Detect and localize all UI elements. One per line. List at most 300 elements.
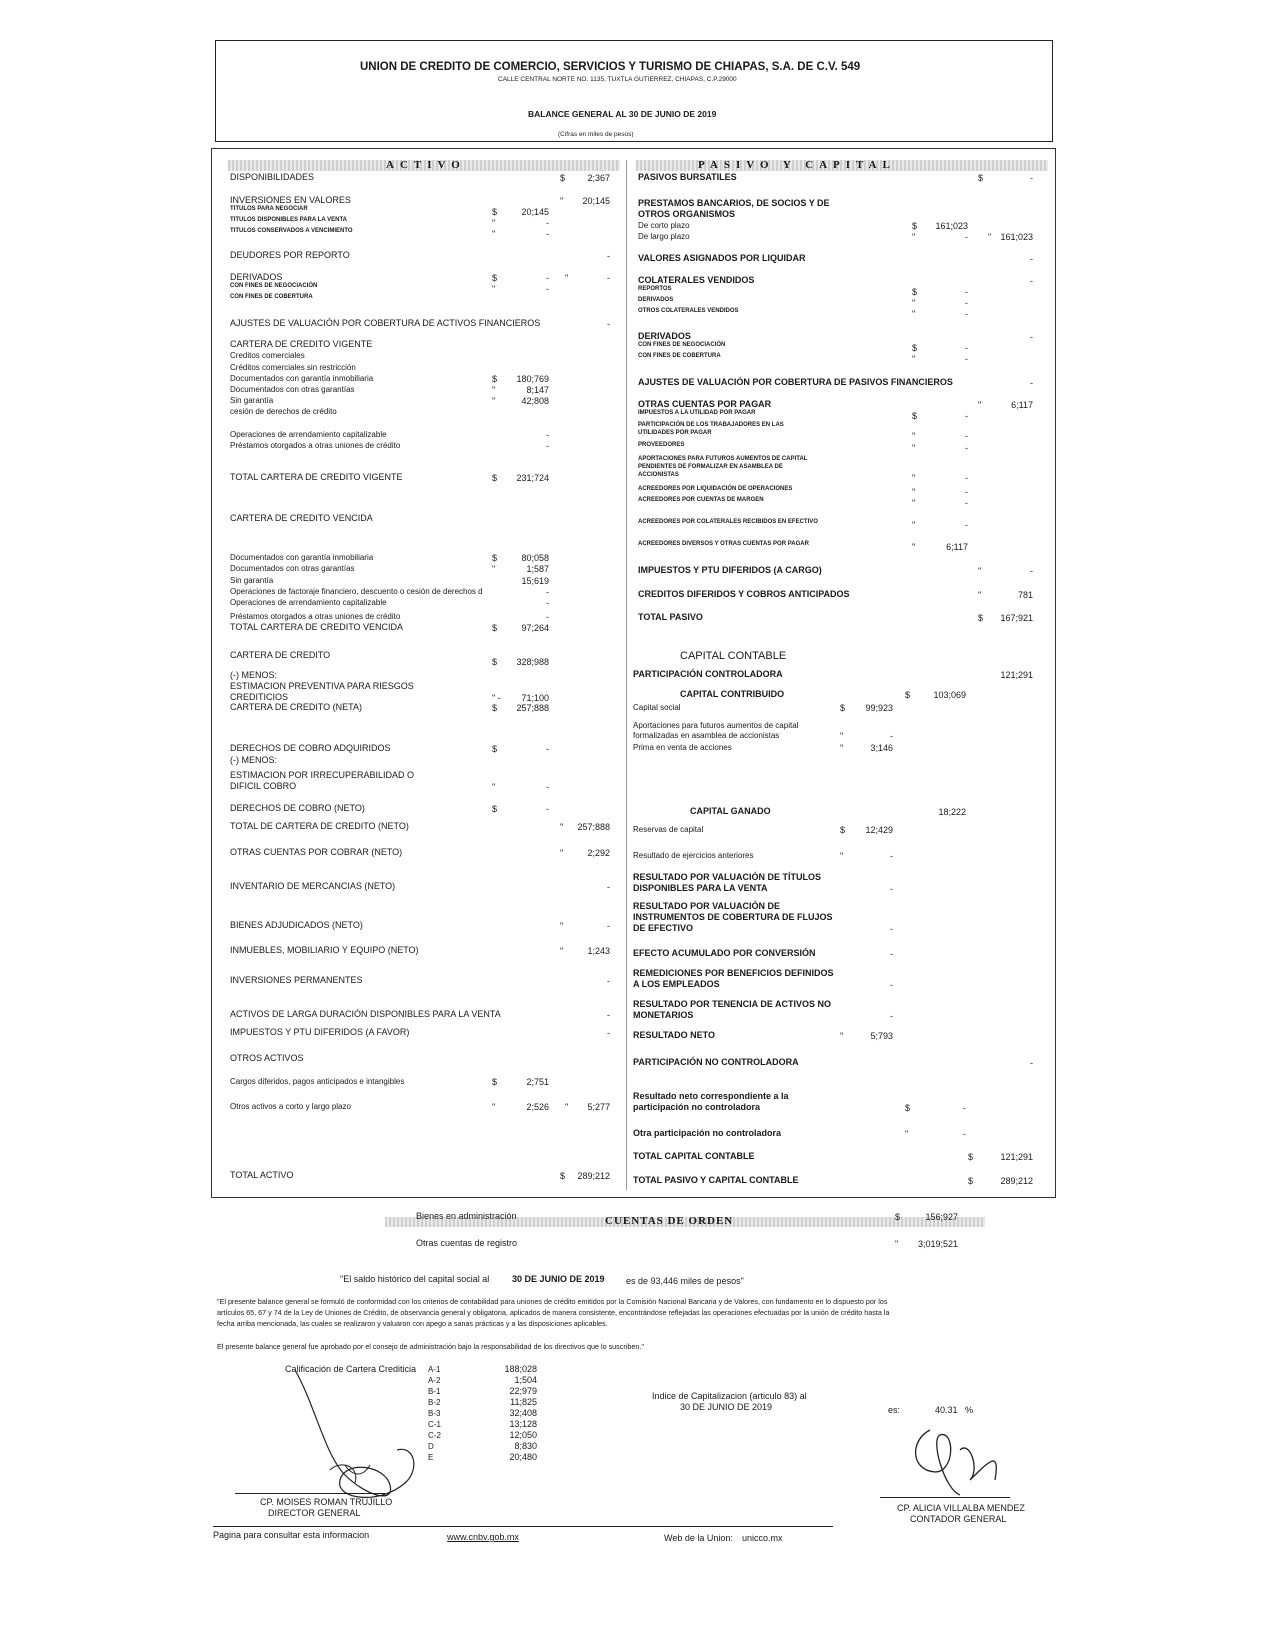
pasivo-row-label: ACCIONISTAS bbox=[638, 472, 679, 478]
pasivo-currency: " bbox=[912, 542, 916, 552]
capital-row-label: Capital social bbox=[633, 703, 681, 712]
activo-row-label: DISPONIBILIDADES bbox=[230, 172, 315, 182]
activo-row-label: BIENES ADJUDICADOS (NETO) bbox=[230, 920, 363, 930]
activo-row-label: CARTERA DE CREDITO VIGENTE bbox=[230, 339, 373, 349]
capital-currency: " bbox=[840, 731, 844, 741]
activo-heading: ACTIVO bbox=[386, 159, 466, 171]
pasivo-row-label: OTROS COLATERALES VENDIDOS bbox=[638, 308, 739, 314]
capital-currency: " bbox=[840, 1031, 844, 1041]
capital-row-label: EFECTO ACUMULADO POR CONVERSIÓN bbox=[633, 948, 816, 958]
capital-row-label: PARTICIPACIÓN CONTROLADORA bbox=[633, 669, 783, 679]
capital-row-label: CAPITAL GANADO bbox=[690, 806, 771, 816]
right-signer-title: CONTADOR GENERAL bbox=[910, 1514, 1007, 1524]
capital-row-label: TOTAL PASIVO Y CAPITAL CONTABLE bbox=[633, 1175, 799, 1185]
activo-amount: 2;751 bbox=[526, 1077, 549, 1087]
calificacion-grade: D bbox=[428, 1442, 434, 1451]
activo-row-label: Cargos diferidos, pagos anticipados e intangibles bbox=[230, 1077, 405, 1086]
capital-currency: $ bbox=[968, 1152, 974, 1162]
pasivo-currency: " bbox=[912, 298, 916, 308]
pasivo-currency: $ bbox=[912, 287, 918, 297]
capital-total: 121;291 bbox=[1000, 1152, 1033, 1162]
cuentas-amount: 3;019;521 bbox=[917, 1239, 958, 1249]
calificacion-value: 20;480 bbox=[509, 1452, 537, 1462]
activo-currency: " bbox=[560, 921, 564, 931]
capital-subtotal: 18;222 bbox=[938, 807, 966, 817]
calificacion-grade: C-2 bbox=[428, 1431, 441, 1440]
activo-total: - bbox=[607, 251, 610, 261]
footer-web-link[interactable]: unicco.mx bbox=[742, 1533, 783, 1543]
pasivo-currency: " bbox=[912, 431, 916, 441]
activo-row-label: CARTERA DE CREDITO bbox=[230, 650, 331, 660]
capital-amount: 3;146 bbox=[870, 743, 893, 753]
capital-row-label: RESULTADO POR TENENCIA DE ACTIVOS NO bbox=[633, 999, 832, 1009]
activo-currency: " bbox=[560, 946, 564, 956]
activo-row-label: Documentados con garantía inmobiliaria bbox=[230, 374, 374, 383]
capital-row-label: CAPITAL CONTRIBUIDO bbox=[680, 689, 785, 699]
activo-total: 2;292 bbox=[587, 848, 610, 858]
activo-currency: " bbox=[492, 229, 496, 239]
activo-amount: 231;724 bbox=[516, 473, 549, 483]
units-note: (Cifras en miles de pesos) bbox=[558, 131, 634, 138]
activo-amount: 20;145 bbox=[521, 207, 549, 217]
indice-line-1: Indice de Capitalizacion (articulo 83) al bbox=[652, 1391, 807, 1401]
capital-row-label: Aportaciones para futuros aumentos de capital bbox=[633, 721, 799, 730]
pasivo-row-label: IMPUESTOS A LA UTILIDAD POR PAGAR bbox=[638, 410, 756, 416]
activo-row-label: DEUDORES POR REPORTO bbox=[230, 250, 350, 260]
pasivo-amount: - bbox=[965, 309, 968, 319]
capital-row-label: participación no controladora bbox=[633, 1102, 761, 1112]
pasivo-row-label: ACREEDORES POR COLATERALES RECIBIDOS EN EFECTIVO bbox=[638, 519, 818, 525]
activo-row-label: Documentados con garantía inmobiliaria bbox=[230, 553, 374, 562]
pasivo-currency: $ bbox=[978, 613, 984, 623]
activo-currency: $ bbox=[492, 1077, 498, 1087]
activo-currency: " bbox=[492, 385, 496, 395]
capital-subtotal: - bbox=[963, 1129, 966, 1139]
activo-row-label: TITULOS DISPONIBLES PARA LA VENTA bbox=[230, 217, 348, 223]
activo-row-label: DIFICIL COBRO bbox=[230, 781, 297, 791]
capital-subtotal: - bbox=[963, 1103, 966, 1113]
activo-currency: " bbox=[492, 782, 496, 792]
cuentas-label: Otras cuentas de registro bbox=[416, 1238, 518, 1248]
activo-row-label: DERIVADOS bbox=[230, 272, 283, 282]
activo-currency: " bbox=[492, 284, 496, 294]
pasivo-currency: $ bbox=[912, 343, 918, 353]
pasivo-row-label: TOTAL PASIVO bbox=[638, 612, 703, 622]
calificacion-value: 8;830 bbox=[514, 1441, 537, 1451]
activo-row-label: TOTAL CARTERA DE CREDITO VIGENTE bbox=[230, 472, 403, 482]
pasivo-amount: - bbox=[965, 487, 968, 497]
pasivo-currency: $ bbox=[912, 221, 918, 231]
activo-row-label: DERECHOS DE COBRO ADQUIRIDOS bbox=[230, 743, 391, 753]
footer-consult: Pagina para consultar esta informacion bbox=[213, 1530, 370, 1540]
pasivo-amount: 161;023 bbox=[935, 221, 968, 231]
capital-total: - bbox=[1030, 1058, 1033, 1068]
saldo-date: 30 DE JUNIO DE 2019 bbox=[512, 1274, 605, 1284]
capital-amount: 99;923 bbox=[865, 703, 893, 713]
calificacion-value: 188;028 bbox=[504, 1364, 537, 1374]
pasivo-currency: " bbox=[978, 590, 982, 600]
activo-currency: $ bbox=[560, 1171, 566, 1181]
indice-es: es: bbox=[888, 1405, 901, 1415]
indice-value: 40.31 bbox=[935, 1405, 958, 1415]
activo-amount: - bbox=[546, 612, 549, 622]
capital-total: 121;291 bbox=[1000, 670, 1033, 680]
pasivo-amount: - bbox=[965, 520, 968, 530]
calificacion-grade: A-1 bbox=[428, 1365, 441, 1374]
activo-row-label: ESTIMACION POR IRRECUPERABILIDAD O bbox=[230, 770, 415, 780]
capital-row-label: Resultado neto correspondiente a la bbox=[633, 1091, 789, 1101]
cuentas-amount: 156;927 bbox=[925, 1212, 958, 1222]
pasivo-currency: " bbox=[912, 354, 916, 364]
activo-currency: $ bbox=[492, 657, 498, 667]
capital-amount: 5;793 bbox=[870, 1031, 893, 1041]
calificacion-value: 32;408 bbox=[509, 1408, 537, 1418]
calificacion-grade: E bbox=[428, 1453, 434, 1462]
activo-total: - bbox=[607, 882, 610, 892]
pasivo-amount: 6;117 bbox=[946, 542, 968, 552]
pasivo-band bbox=[636, 160, 1048, 171]
activo-amount: 2;526 bbox=[526, 1102, 549, 1112]
activo-row-label: Documentados con otras garantías bbox=[230, 564, 355, 573]
activo-total: 1;243 bbox=[587, 946, 610, 956]
left-signature-line bbox=[235, 1493, 385, 1494]
cuentas-label: Bienes en administración bbox=[416, 1211, 517, 1221]
note-line-1: "El presente balance general se formuló de conformidad con los criterios de contabilidad para uniones de crédito emitidos por la Comisión Nacional Bancaria y de Valores, con fundamento en lo dispuesto por los bbox=[217, 1297, 888, 1306]
capital-row-label: RESULTADO POR VALUACIÓN DE bbox=[633, 901, 781, 911]
pasivo-row-label: CON FINES DE NEGOCIACIÓN bbox=[638, 342, 726, 348]
activo-row-label: AJUSTES DE VALUACIÓN POR COBERTURA DE ACTIVOS FINANCIEROS bbox=[230, 318, 541, 328]
activo-row-label: TITULOS CONSERVADOS A VENCIMIENTO bbox=[230, 228, 353, 234]
capital-row-label: A LOS EMPLEADOS bbox=[633, 979, 720, 989]
activo-row-label: TOTAL ACTIVO bbox=[230, 1170, 294, 1180]
pasivo-currency: " bbox=[912, 232, 916, 242]
pasivo-amount: - bbox=[965, 343, 968, 353]
pasivo-amount: - bbox=[965, 431, 968, 441]
activo-currency: $ bbox=[560, 173, 566, 183]
pasivo-total: 167;921 bbox=[1000, 613, 1033, 623]
activo-amount: - bbox=[546, 782, 549, 792]
activo-currency: $ bbox=[492, 623, 498, 633]
capital-currency: " bbox=[840, 851, 844, 861]
activo-row-label: (-) MENOS: bbox=[230, 755, 277, 765]
activo-amount: 97;264 bbox=[521, 623, 549, 633]
capital-subtotal: 103;069 bbox=[933, 690, 966, 700]
activo-currency: $ bbox=[492, 273, 498, 283]
activo-total: - bbox=[607, 319, 610, 329]
calificacion-grade: B-3 bbox=[428, 1409, 441, 1418]
activo-row-label: Préstamos otorgados a otras uniones de crédito bbox=[230, 612, 401, 621]
activo-amount: - bbox=[546, 587, 549, 597]
capital-currency: " bbox=[905, 1129, 909, 1139]
activo-currency: $ bbox=[492, 207, 498, 217]
activo-row-label: TITULOS PARA NEGOCIAR bbox=[230, 206, 308, 212]
activo-row-label: TOTAL DE CARTERA DE CREDITO (NETO) bbox=[230, 821, 409, 831]
activo-currency: $ bbox=[492, 703, 498, 713]
pasivo-currency: " bbox=[988, 232, 992, 242]
pasivo-row-label: OTROS ORGANISMOS bbox=[638, 209, 736, 219]
capital-currency: " bbox=[840, 743, 844, 753]
capital-row-label: REMEDICIONES POR BENEFICIOS DEFINIDOS bbox=[633, 968, 834, 978]
cuentas-currency: " bbox=[895, 1239, 899, 1249]
activo-row-label: CREDITICIOS bbox=[230, 692, 289, 702]
capital-currency: $ bbox=[968, 1176, 974, 1186]
pasivo-currency: " bbox=[912, 309, 916, 319]
calificacion-value: 22;979 bbox=[509, 1386, 537, 1396]
calificacion-grade: B-1 bbox=[428, 1387, 441, 1396]
pasivo-total: - bbox=[1030, 254, 1033, 264]
pasivo-total: 6;117 bbox=[1011, 400, 1033, 410]
pasivo-total: - bbox=[1030, 173, 1033, 183]
activo-currency: $ bbox=[492, 553, 498, 563]
activo-row-label: IMPUESTOS Y PTU DIFERIDOS (A FAVOR) bbox=[230, 1027, 410, 1037]
activo-amount: - bbox=[546, 284, 549, 294]
pasivo-heading: PASIVO Y CAPITAL bbox=[698, 159, 896, 171]
pasivo-row-label: PROVEEDORES bbox=[638, 442, 685, 448]
pasivo-row-label: IMPUESTOS Y PTU DIFERIDOS (A CARGO) bbox=[638, 565, 822, 575]
capital-row-label: PARTICIPACIÓN NO CONTROLADORA bbox=[633, 1057, 799, 1067]
capital-amount: - bbox=[890, 851, 893, 861]
capital-row-label: DE EFECTIVO bbox=[633, 923, 694, 933]
activo-total: 2;367 bbox=[587, 173, 610, 183]
activo-total: 257;888 bbox=[577, 822, 610, 832]
pasivo-row-label: ACREEDORES POR LIQUIDACIÓN DE OPERACIONES bbox=[638, 486, 793, 492]
pasivo-row-label: AJUSTES DE VALUACIÓN POR COBERTURA DE PASIVOS FINANCIEROS bbox=[638, 377, 953, 387]
activo-currency: " - bbox=[492, 693, 501, 703]
pasivo-currency: " bbox=[912, 520, 916, 530]
pasivo-row-label: De corto plazo bbox=[638, 221, 690, 230]
activo-row-label: INVENTARIO DE MERCANCIAS (NETO) bbox=[230, 881, 396, 891]
activo-amount: - bbox=[546, 273, 549, 283]
capital-row-label: INSTRUMENTOS DE COBERTURA DE FLUJOS bbox=[633, 912, 833, 922]
capital-currency: $ bbox=[905, 1103, 911, 1113]
activo-total: - bbox=[607, 1010, 610, 1020]
activo-total: 289;212 bbox=[577, 1171, 610, 1181]
activo-row-label: OTRAS CUENTAS POR COBRAR (NETO) bbox=[230, 847, 403, 857]
pasivo-total: 161;023 bbox=[1000, 232, 1033, 242]
capital-contable-title: CAPITAL CONTABLE bbox=[680, 650, 787, 662]
activo-amount: 328;988 bbox=[516, 657, 549, 667]
pasivo-currency: " bbox=[978, 400, 982, 410]
activo-currency: " bbox=[492, 396, 496, 406]
activo-row-label: CARTERA DE CREDITO (NETA) bbox=[230, 702, 363, 712]
capital-row-label: formalizadas en asamblea de accionistas bbox=[633, 731, 780, 740]
activo-row-label: CARTERA DE CREDITO VENCIDA bbox=[230, 513, 373, 523]
capital-amount: - bbox=[890, 731, 893, 741]
pasivo-currency: " bbox=[912, 498, 916, 508]
activo-amount: 8;147 bbox=[526, 385, 549, 395]
calificacion-value: 11;825 bbox=[510, 1397, 537, 1407]
activo-row-label: ACTIVOS DE LARGA DURACIÓN DISPONIBLES PARA LA VENTA bbox=[230, 1009, 501, 1019]
activo-row-label: (-) MENOS: bbox=[230, 670, 277, 680]
activo-row-label: cesión de derechos de crédito bbox=[230, 407, 337, 416]
company-name: UNION DE CREDITO DE COMERCIO, SERVICIOS Y TURISMO DE CHIAPAS, S.A. DE C.V. 549 bbox=[360, 61, 861, 73]
activo-row-label: Otros activos a corto y largo plazo bbox=[230, 1102, 351, 1111]
calificacion-value: 12;050 bbox=[509, 1430, 537, 1440]
capital-amount: - bbox=[890, 1011, 893, 1021]
report-title: BALANCE GENERAL AL 30 DE JUNIO DE 2019 bbox=[528, 109, 717, 119]
calificacion-value: 13;128 bbox=[509, 1419, 537, 1429]
capital-currency: $ bbox=[840, 703, 846, 713]
activo-amount: - bbox=[546, 430, 549, 440]
capital-row-label: RESULTADO NETO bbox=[633, 1030, 716, 1040]
activo-row-label: Operaciones de factoraje financiero, descuento o cesión de derechos d bbox=[230, 587, 483, 596]
note-line-3: fecha arriba mencionada, las cuales se realizaron y valuaron con apego a sanas prácticas y a las disposiciones aplicables. bbox=[217, 1319, 608, 1328]
pasivo-currency: " bbox=[978, 566, 982, 576]
activo-currency: $ bbox=[492, 473, 498, 483]
indice-line-2: 30 DE JUNIO DE 2019 bbox=[680, 1402, 773, 1412]
activo-amount: - bbox=[546, 229, 549, 239]
activo-row-label: TOTAL CARTERA DE CREDITO VENCIDA bbox=[230, 622, 404, 632]
capital-amount: - bbox=[890, 980, 893, 990]
activo-row-label: Préstamos otorgados a otras uniones de crédito bbox=[230, 441, 401, 450]
capital-amount: - bbox=[890, 884, 893, 894]
note-line-2: artículos 65, 67 y 74 de la Ley de Uniones de Crédito, de observancia general y obligatoria, aplicados de manera consistente, encontrándose reflejadas las operaciones efectuadas por la unión de crédito hasta la bbox=[217, 1308, 890, 1317]
pasivo-amount: - bbox=[965, 473, 968, 483]
pasivo-total: - bbox=[1030, 378, 1033, 388]
pasivo-amount: - bbox=[965, 232, 968, 242]
capital-row-label: Resultado de ejercicios anteriores bbox=[633, 851, 754, 860]
activo-amount: - bbox=[546, 744, 549, 754]
column-divider bbox=[626, 160, 627, 1190]
activo-row-label: Creditos comerciales bbox=[230, 351, 305, 360]
calificacion-grade: A-2 bbox=[428, 1376, 441, 1385]
footer-cnbv-link[interactable]: www.cnbv.gob.mx bbox=[447, 1532, 519, 1542]
cuentas-heading: CUENTAS DE ORDEN bbox=[605, 1215, 734, 1227]
pasivo-total: - bbox=[1030, 332, 1033, 342]
activo-amount: 1;587 bbox=[526, 564, 549, 574]
activo-total: - bbox=[607, 976, 610, 986]
footer-rule bbox=[213, 1526, 833, 1527]
activo-row-label: OTROS ACTIVOS bbox=[230, 1053, 304, 1063]
pasivo-amount: - bbox=[965, 443, 968, 453]
capital-row-label: Reservas de capital bbox=[633, 825, 704, 834]
pasivo-amount: - bbox=[965, 411, 968, 421]
activo-currency: $ bbox=[492, 374, 498, 384]
activo-currency: " bbox=[560, 196, 564, 206]
left-signer-name: CP. MOISES ROMAN TRUJILLO bbox=[260, 1497, 393, 1507]
pasivo-row-label: COLATERALES VENDIDOS bbox=[638, 275, 755, 285]
pasivo-row-label: ACREEDORES DIVERSOS Y OTRAS CUENTAS POR PAGAR bbox=[638, 541, 809, 547]
capital-row-label: TOTAL CAPITAL CONTABLE bbox=[633, 1151, 755, 1161]
calificacion-value: 1;504 bbox=[514, 1375, 537, 1385]
pasivo-row-label: VALORES ASIGNADOS POR LIQUIDAR bbox=[638, 253, 806, 263]
activo-currency: " bbox=[492, 218, 496, 228]
pasivo-row-label: ACREEDORES POR CUENTAS DE MARGEN bbox=[638, 497, 764, 503]
activo-amount: - bbox=[546, 218, 549, 228]
activo-total: - bbox=[607, 273, 610, 283]
indice-percent: % bbox=[965, 1405, 974, 1415]
activo-currency: " bbox=[565, 273, 569, 283]
capital-row-label: DISPONIBLES PARA LA VENTA bbox=[633, 883, 768, 893]
pasivo-row-label: PRESTAMOS BANCARIOS, DE SOCIOS Y DE bbox=[638, 198, 830, 208]
note-line-4: El presente balance general fue aprobado por el consejo de administración bajo la responsabilidad de los directivos que lo suscriben." bbox=[217, 1342, 644, 1351]
pasivo-row-label: OTRAS CUENTAS POR PAGAR bbox=[638, 399, 772, 409]
capital-currency: $ bbox=[905, 690, 911, 700]
pasivo-row-label: PASIVOS BURSATILES bbox=[638, 172, 737, 182]
pasivo-currency: " bbox=[912, 473, 916, 483]
activo-total: - bbox=[607, 921, 610, 931]
activo-amount: 15;619 bbox=[521, 576, 549, 586]
capital-amount: 12;429 bbox=[865, 825, 893, 835]
activo-currency: " bbox=[492, 1102, 496, 1112]
activo-currency: " bbox=[492, 564, 496, 574]
pasivo-currency: " bbox=[912, 487, 916, 497]
activo-band bbox=[228, 160, 620, 171]
activo-amount: 180;769 bbox=[516, 374, 549, 384]
calificacion-grade: B-2 bbox=[428, 1398, 441, 1407]
pasivo-row-label: UTILIDADES POR PAGAR bbox=[638, 430, 712, 436]
pasivo-row-label: PARTICIPACIÓN DE LOS TRABAJADORES EN LAS bbox=[638, 422, 784, 428]
pasivo-row-label: DERIVADOS bbox=[638, 297, 674, 303]
footer-web-label: Web de la Union: bbox=[664, 1533, 733, 1543]
pasivo-row-label: De largo plazo bbox=[638, 232, 690, 241]
activo-total: 20;145 bbox=[582, 196, 610, 206]
activo-amount: 71;100 bbox=[521, 693, 549, 703]
pasivo-amount: - bbox=[965, 354, 968, 364]
pasivo-total: - bbox=[1030, 276, 1033, 286]
activo-row-label: CON FINES DE COBERTURA bbox=[230, 294, 313, 300]
activo-row-label: INMUEBLES, MOBILIARIO Y EQUIPO (NETO) bbox=[230, 945, 419, 955]
activo-amount: 42;808 bbox=[521, 396, 549, 406]
saldo-text: "El saldo histórico del capital social al bbox=[340, 1274, 490, 1284]
capital-row-label: Prima en venta de acciones bbox=[633, 743, 732, 752]
right-signer-name: CP. ALICIA VILLALBA MENDEZ bbox=[897, 1503, 1025, 1513]
calificacion-grade: C-1 bbox=[428, 1420, 441, 1429]
left-signer-title: DIRECTOR GENERAL bbox=[268, 1508, 361, 1518]
pasivo-row-label: PENDIENTES DE FORMALIZAR EN ASAMBLEA DE bbox=[638, 464, 783, 470]
activo-total: 5;277 bbox=[587, 1102, 610, 1112]
right-signature-line bbox=[880, 1497, 1010, 1498]
activo-row-label: Sin garantía bbox=[230, 396, 274, 405]
activo-currency: " bbox=[560, 848, 564, 858]
activo-amount: - bbox=[546, 598, 549, 608]
capital-currency: $ bbox=[840, 825, 846, 835]
activo-row-label: CON FINES DE NEGOCIACIÓN bbox=[230, 283, 318, 289]
activo-amount: - bbox=[546, 804, 549, 814]
activo-currency: " bbox=[565, 1102, 569, 1112]
activo-row-label: Documentados con otras garantías bbox=[230, 385, 355, 394]
pasivo-amount: - bbox=[965, 498, 968, 508]
capital-amount: - bbox=[890, 924, 893, 934]
pasivo-row-label: APORTACIONES PARA FUTUROS AUMENTOS DE CAPITAL bbox=[638, 456, 808, 462]
activo-amount: 80;058 bbox=[521, 553, 549, 563]
activo-amount: - bbox=[546, 441, 549, 451]
pasivo-currency: $ bbox=[912, 411, 918, 421]
cuentas-currency: $ bbox=[895, 1212, 901, 1222]
activo-row-label: INVERSIONES PERMANENTES bbox=[230, 975, 363, 985]
capital-total: 289;212 bbox=[1000, 1176, 1033, 1186]
activo-row-label: Operaciones de arrendamiento capitalizable bbox=[230, 430, 387, 439]
pasivo-total: - bbox=[1030, 566, 1033, 576]
activo-currency: " bbox=[560, 822, 564, 832]
pasivo-row-label: REPORTOS bbox=[638, 286, 672, 292]
activo-row-label: Sin garantía bbox=[230, 576, 274, 585]
pasivo-amount: - bbox=[965, 287, 968, 297]
activo-currency: $ bbox=[492, 804, 498, 814]
company-address: CALLE CENTRAL NORTE NO. 1135, TUXTLA GUTIERREZ, CHIAPAS, C.P.29000 bbox=[498, 76, 737, 83]
capital-amount: - bbox=[890, 949, 893, 959]
pasivo-currency: $ bbox=[978, 173, 984, 183]
pasivo-total: 781 bbox=[1017, 590, 1033, 600]
capital-row-label: RESULTADO POR VALUACIÓN DE TÍTULOS bbox=[633, 872, 821, 882]
activo-amount: 257;888 bbox=[516, 703, 549, 713]
capital-row-label: Otra participación no controladora bbox=[633, 1128, 782, 1138]
activo-row-label: ESTIMACION PREVENTIVA PARA RIESGOS bbox=[230, 681, 414, 691]
activo-row-label: Créditos comerciales sin restricción bbox=[230, 363, 356, 372]
pasivo-currency: " bbox=[912, 443, 916, 453]
right-signature bbox=[900, 1410, 1020, 1500]
activo-row-label: Operaciones de arrendamiento capitalizable bbox=[230, 598, 387, 607]
